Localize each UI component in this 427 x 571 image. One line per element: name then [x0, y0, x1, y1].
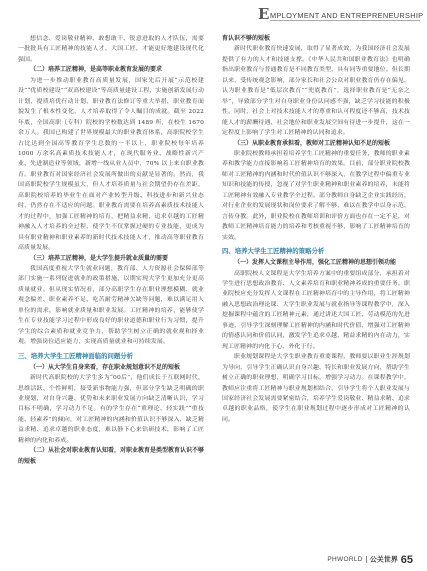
subsection-heading: 育认识不够的短板 [222, 35, 271, 42]
right-column [222, 34, 410, 544]
footer-separator [366, 556, 367, 563]
footer-brand: PHWORLD [327, 556, 363, 563]
body-paragraph: 我国高度重视大学生就业问题，教育部、人力资源社会保障部等部门实施一系列促进就业的政策措施，以期实现大学生更加充分更高质量就业。但从现实情况看，部分高职学生存在职业理想模糊、就业观念偏差、职业素养不足、吃苦耐劳精神欠缺等问题，难以满足用人单位的需求，影响就业质量和职业发展。工匠精神的培养，能够使学生在专业技能学习过程中形成良好的职业道德和职业行为习惯，提升学生的综合素质和就业竞争力，帮助学生树立正确的就业观和择业观，增强岗位适应能力，实现高质量就业和可持续发展。 [18, 265, 204, 346]
section-heading: 三、培养大学生工匠精神面临的问题分析 [18, 351, 134, 360]
left-column [18, 34, 204, 544]
subsection-heading: （一）从大学生自身来看，存在职业规划意识不足的短板 [30, 363, 181, 371]
page-number: 65 [400, 553, 413, 566]
body-paragraph: 职业规划课程是大学生职业教育重要课程，教师要以职业生涯规划为导向，引导学生正确认识自身兴趣、特长和职业发展方向，帮助学生树立正确的职业理想，明确学习目标，增强学习动力。在课程教学中，教师应注重将工匠精神与职业规划相结合，引导学生将个人职业发展与国家经济社会发展需要紧密结合，培养学生爱岗敬业、精益求精、追求卓越的职业品格，使学生在职业规划过程中逐步形成对工匠精神的认同。 [222, 354, 410, 423]
subsection-heading: （一）发挥人文课程主导作用，强化工匠精神的思想引领功能 [234, 259, 397, 267]
header-initial-letter: E [258, 5, 270, 23]
body-paragraph: 想信念、爱岗敬业精神、敢想敢干、锐意进取的人才队伍，需要一批批具有工匠精神的技能人才、大国工匠，才能更好地建设现代化强国。 [18, 36, 204, 63]
footer-magazine-name: 公关世界 [369, 554, 398, 564]
subsection-heading: （三）从职业教育承担看，教师对工匠精神认知不足的短板 [234, 139, 391, 147]
body-paragraph: 为进一步推动职业教育高质量发展，国家先后开展“示范校建设”“优质校建设”“双高校建设”等高质量建设工程，实施创新发展行动计划、提质培优行动计划、职业教育法修订等重大举措，职业教育面貌发生了根本性变化，人才培养取得了令人瞩目的成就。截至 2022 年底，全国高职（专科）院校的学校数达到 1489 所，在校生 1670 余万人。我国已构建了世界规模最大的职业教育体系，高职院校学生占比达到全国高等教育学生总数的一半以上，职业院校每年培养 1000 万余名高素质技术技能人才，在现代服务业、战略性新兴产业、先进制造业等领域，新增一线从业人员中，70% 以上来自职业教育。职业教育对国家经济社会发展所做出的贡献是显著的。然而，我国高职院校学生规模虽大，但人才培养质量与社会期望仍存在差距，高职院校培养的毕业生在面对产业转型升级、科技进步和新兴业态时，仍然存在不适应的问题。职业教育需要在培养高素质技术技能人才的过程中，加强工匠精神的培育，把精益求精、追求卓越的工匠精神融入人才培养的全过程，使学生不仅掌握过硬的专业技能，更成为具有职业精神和职业素养的新时代技术技能人才，推动高等职业教育高质量发展。 [18, 77, 204, 252]
subsection-heading: （二）培养工匠精神，是高等职业教育发展的要求 [30, 66, 163, 74]
subsection-heading: （二）从社会对职业教育认知看，对职业教育是类型教育认识不够的短板 [18, 447, 204, 465]
body-paragraph: 新时代职业教育快速发展，取得了显著成效，为我国经济社会发展提供了有力的人才和技能支撑。《中华人民共和国职业教育法》也明确指出职业教育与普通教育是不同教育类型，具有同等重要地位。但长期以来，受传统观念影响，部分家长和社会公众对职业教育仍存在偏见，认为职业教育是“低层次教育”“兜底教育”，选择职业教育是“无奈之举”，导致部分学生对自身职业身份认同感不强，缺乏学习技能的积极性。同时，社会上对技术技能人才的尊重和认可程度还不够高，技术技能人才的薪酬待遇、社会地位和职业发展空间有待进一步提升，这在一定程度上影响了学生对工匠精神的认同和追求。 [222, 46, 410, 137]
body-paragraph: 职业院校教师承担着培养学生工匠精神的重要任务，教师的职业素养和教学能力直接影响着工匠精神培育的效果。目前，部分职业院校教师对工匠精神的内涵和时代价值认识不够深入，在教学过程中偏重专业知识和技能的传授，忽视了对学生职业精神和职业素养的培养，未能将工匠精神有效融入专业教学全过程。部分教师自身缺乏企业实践经历，对行业企业的发展现状和岗位要求了解不够，难以在教学中以身示范、言传身教。此外，职业院校在教师培训和评价方面也存在一定不足，对教师工匠精神培育能力的培养和考核重视不够，影响了工匠精神培育的实效。 [222, 150, 410, 241]
body-paragraph: 新时代高职院校的大学生多为“00后”，他们成长于互联网时代，思维活跃、个性鲜明，接受新事物能力强，但部分学生缺乏明确的职业规划，对自身兴趣、优势和未来职业发展方向缺乏清晰认识，学习目标不明确，学习动力不足。有的学生存在“重理论、轻实践”“重技能、轻素养”的倾向，对工匠精神的内涵和价值认识不够深入，缺乏精益求精、追求卓越的职业态度，难以静下心来钻研技术，影响了工匠精神的内化和养成。 [18, 375, 204, 444]
header-section-title: MPLOYMENT AND ENTREPRENEURSHIP [270, 11, 424, 20]
page-footer [327, 549, 413, 566]
header-rule [270, 20, 420, 21]
section-heading: 四、培养大学生工匠精神的策略分析 [222, 247, 325, 256]
body-paragraph: 高职院校人文课程是大学生培养方案中的重要组成部分，承担着对学生进行思想政治教育、人文素养培育和职业精神养成的重要任务。职业院校应充分发挥人文课程在工匠精神培育中的主导作用，将工匠精神融入思想政治理论课、大学生职业发展与就业指导等课程教学中，深入挖掘课程中蕴含的工匠精神元素，通过讲述大国工匠、劳动模范的先进事迹，引导学生深刻理解工匠精神的内涵和时代价值，增强对工匠精神的情感认同和价值认同，激发学生追求卓越、精益求精的内在动力，实现工匠精神的内化于心、外化于行。 [222, 270, 410, 350]
subsection-heading: （三）培养工匠精神，是大学生提升就业质量的需要 [30, 254, 169, 262]
page-header [258, 5, 424, 23]
